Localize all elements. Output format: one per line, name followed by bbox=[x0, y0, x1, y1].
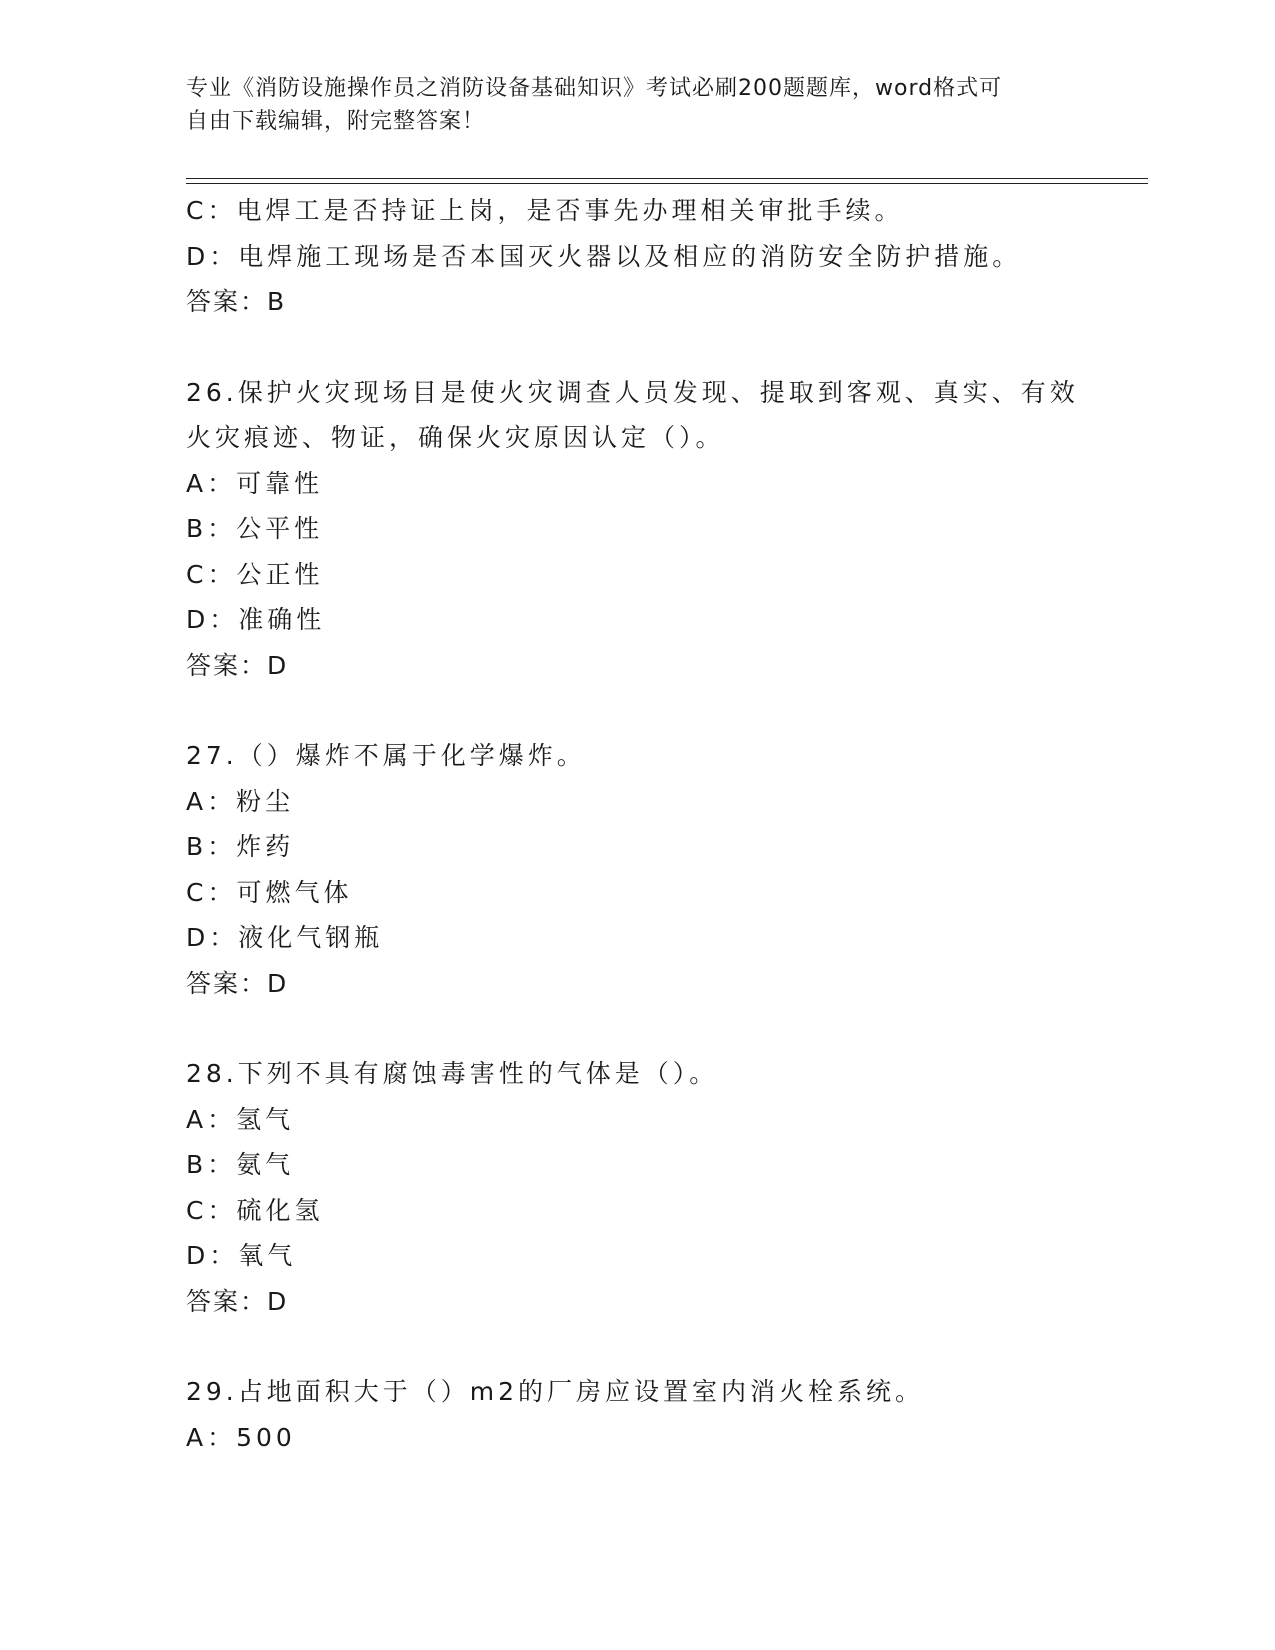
answer-line: 答案：D bbox=[186, 650, 289, 680]
document-header bbox=[186, 72, 1066, 138]
option-d: D：氧气 bbox=[186, 1241, 297, 1270]
option-c: C：硫化氢 bbox=[186, 1195, 324, 1225]
answer-line: 答案：D bbox=[186, 968, 289, 998]
question-text: 29.占地面积大于（）m2的厂房应设置室内消火栓系统。 bbox=[186, 1377, 925, 1406]
option-b: B：炸药 bbox=[186, 832, 295, 861]
question-29 bbox=[186, 1369, 1146, 1460]
option-b: B：氨气 bbox=[186, 1150, 295, 1179]
answer-line: 答案：D bbox=[186, 1286, 289, 1316]
option-c: C：可燃气体 bbox=[186, 877, 353, 907]
header-line-2: 自由下载编辑，附完整答案！ bbox=[186, 109, 486, 134]
question-text: 26.保护火灾现场目是使火灾调查人员发现、提取到客观、真实、有效 bbox=[186, 377, 1079, 407]
question-26 bbox=[186, 370, 1146, 689]
option-a: A：粉尘 bbox=[186, 786, 295, 816]
question-28 bbox=[186, 1051, 1146, 1324]
option-c: C：公正性 bbox=[186, 559, 324, 589]
question-text: 28.下列不具有腐蚀毒害性的气体是（）。 bbox=[186, 1059, 719, 1088]
option-a: A：氢气 bbox=[186, 1104, 295, 1134]
header-line-1: 专业《消防设施操作员之消防设备基础知识》考试必刷200题题库，word格式可 bbox=[186, 76, 1003, 101]
question-text-continued: 火灾痕迹、物证，确保火灾原因认定（）。 bbox=[186, 423, 725, 452]
previous-question-tail bbox=[186, 188, 1146, 325]
option-c: C：电焊工是否持证上岗，是否事先办理相关审批手续。 bbox=[186, 196, 904, 225]
question-list bbox=[186, 188, 1146, 1460]
option-a: A：可靠性 bbox=[186, 468, 324, 498]
option-b: B：公平性 bbox=[186, 514, 324, 543]
header-divider bbox=[186, 178, 1148, 184]
question-27 bbox=[186, 733, 1146, 1006]
option-d: D：电焊施工现场是否本国灭火器以及相应的消防安全防护措施。 bbox=[186, 241, 1022, 271]
answer-line: 答案：B bbox=[186, 287, 287, 316]
question-text: 27.（）爆炸不属于化学爆炸。 bbox=[186, 741, 586, 770]
option-a: A：500 bbox=[186, 1422, 296, 1452]
option-d: D：准确性 bbox=[186, 605, 326, 634]
option-d: D：液化气钢瓶 bbox=[186, 923, 384, 952]
